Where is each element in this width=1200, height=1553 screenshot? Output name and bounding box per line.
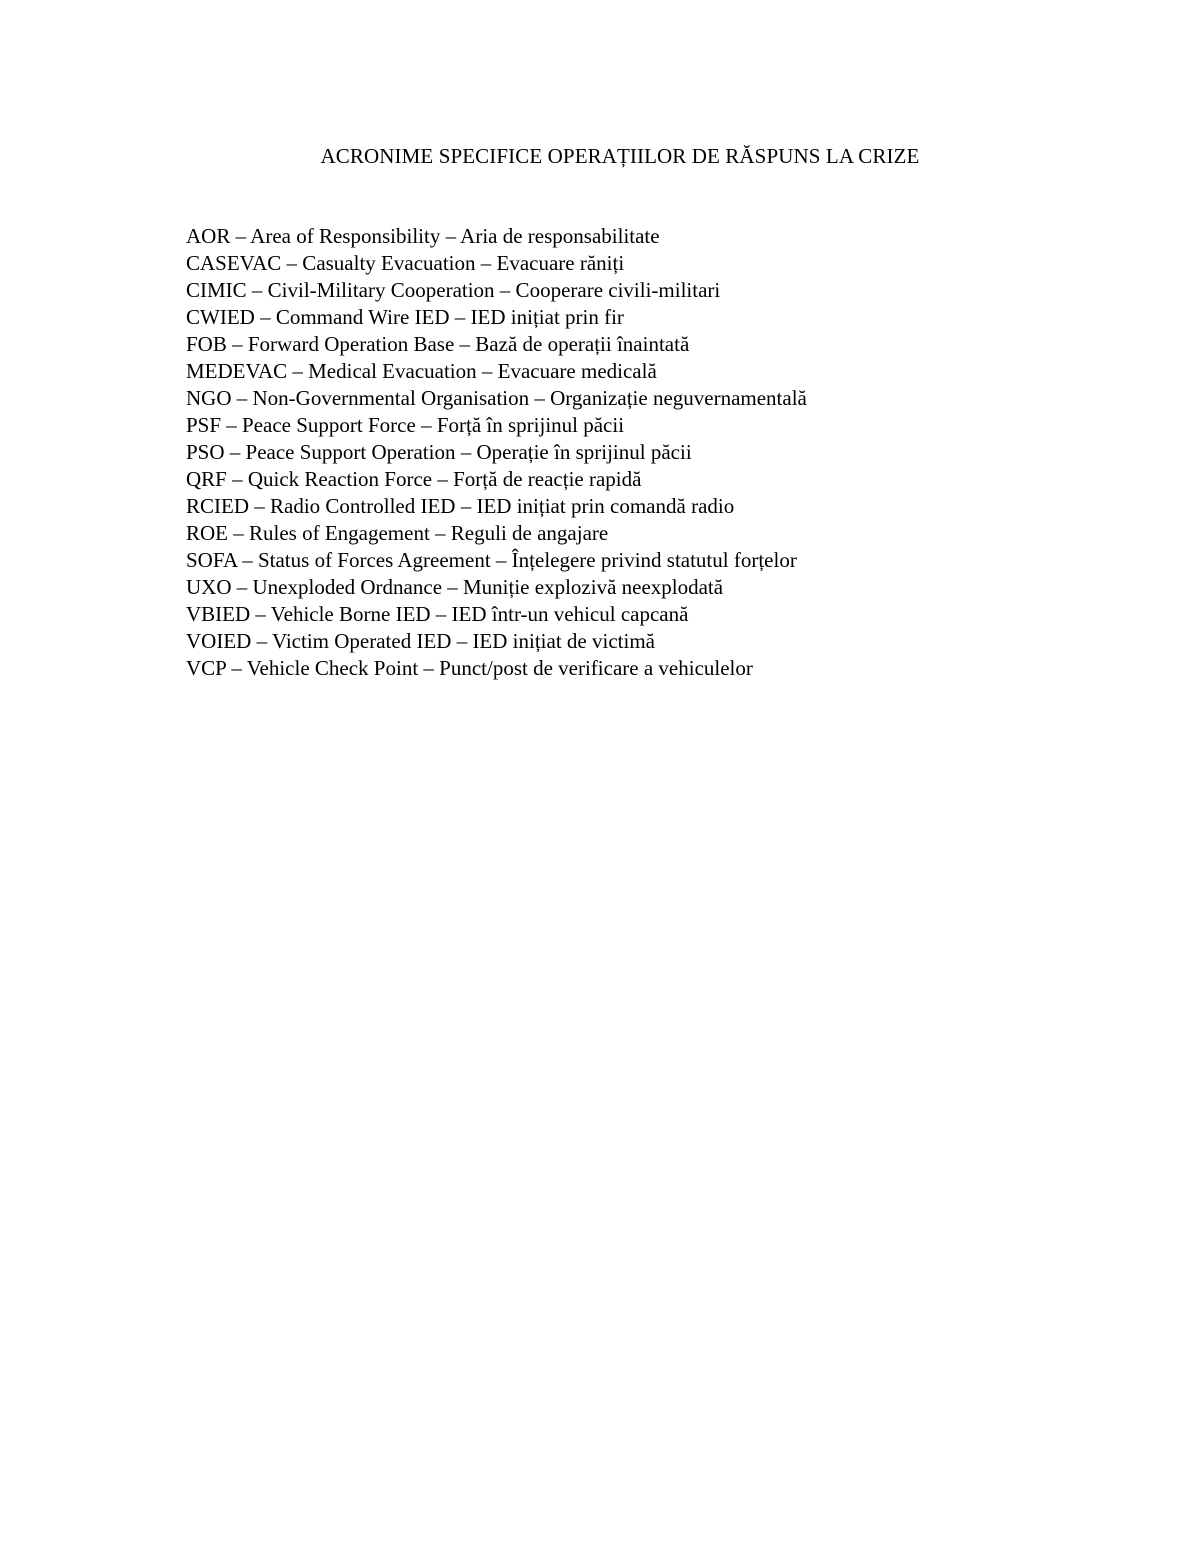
acronym-entry-cimic: CIMIC – Civil-Military Cooperation – Cooperare civili-militari <box>186 278 721 302</box>
acronym-entry-vcp: VCP – Vehicle Check Point – Punct/post de verificare a vehiculelor <box>186 656 753 680</box>
acronym-entry-rcied: RCIED – Radio Controlled IED – IED inițiat prin comandă radio <box>186 494 735 518</box>
acronym-entry-aor: AOR – Area of Responsibility – Aria de responsabilitate <box>186 224 660 248</box>
acronym-entry-cwied: CWIED – Command Wire IED – IED inițiat prin fir <box>186 305 624 329</box>
acronym-entry-qrf: QRF – Quick Reaction Force – Forță de reacție rapidă <box>186 467 642 491</box>
acronym-entry-sofa: SOFA – Status of Forces Agreement – Înțelegere privind statutul forțelor <box>186 548 797 572</box>
acronym-entry-voied: VOIED – Victim Operated IED – IED inițiat de victimă <box>186 629 655 653</box>
document-title: ACRONIME SPECIFICE OPERAȚIILOR DE RĂSPUNS LA CRIZE <box>320 144 920 168</box>
acronym-entry-ngo: NGO – Non-Governmental Organisation – Organizație neguvernamentală <box>186 386 807 410</box>
acronym-entry-medevac: MEDEVAC – Medical Evacuation – Evacuare medicală <box>186 359 657 383</box>
acronym-entry-psf: PSF – Peace Support Force – Forță în sprijinul păcii <box>186 413 625 437</box>
acronym-entry-fob: FOB – Forward Operation Base – Bază de operații înaintată <box>186 332 690 356</box>
acronym-entry-vbied: VBIED – Vehicle Borne IED – IED într-un vehicul capcană <box>186 602 689 626</box>
acronym-entry-roe: ROE – Rules of Engagement – Reguli de angajare <box>186 521 609 545</box>
acronym-entry-pso: PSO – Peace Support Operation – Operație în sprijinul păcii <box>186 440 692 464</box>
acronym-list <box>186 223 1086 682</box>
acronym-entry-uxo: UXO – Unexploded Ordnance – Muniție explozivă neexplodată <box>186 575 724 599</box>
acronym-entry-casevac: CASEVAC – Casualty Evacuation – Evacuare răniți <box>186 251 625 275</box>
